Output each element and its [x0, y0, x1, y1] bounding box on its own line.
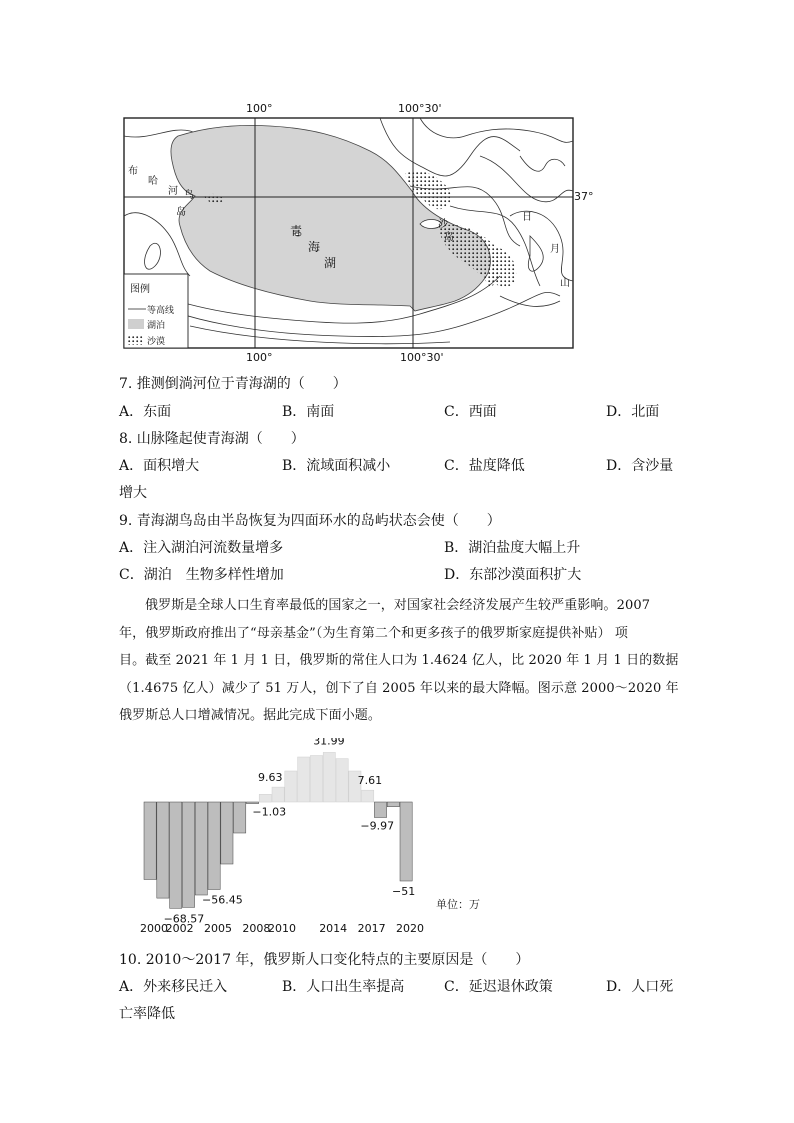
lon-bottom-left: 100°	[246, 351, 273, 364]
bar-2008	[246, 802, 258, 804]
q7-option-b[interactable]: B．南面	[282, 404, 335, 420]
lon-top-left: 100°	[246, 102, 273, 115]
q7-option-c[interactable]: C．西面	[444, 404, 497, 420]
q8-option-d-continuation: 增大	[119, 485, 147, 501]
x-tick-2020: 2020	[396, 922, 424, 935]
q8-option-c[interactable]: C．盐度降低	[444, 458, 525, 474]
legend-title: 图例	[130, 284, 150, 295]
bar-2020	[400, 802, 412, 881]
q10-option-d-continuation: 亡率降低	[119, 1006, 175, 1022]
bar-2015	[336, 759, 348, 802]
bar-2006	[221, 802, 233, 864]
bar-2012	[298, 757, 310, 802]
q9-option-a[interactable]: A．注入湖泊河流数量增多	[119, 540, 284, 556]
q7-option-a[interactable]: A．东面	[119, 404, 172, 420]
q9-option-b[interactable]: B．湖泊盐度大幅上升	[444, 540, 581, 556]
x-tick-2002: 2002	[165, 922, 194, 935]
passage-line-3: 目。截至 2021 年 1 月 1 日，俄罗斯的常住人口为 1.4624 亿人，比 2020 年 1 月 1 日的数据	[119, 653, 679, 668]
x-tick-2010: 2010	[268, 922, 296, 935]
population-chart	[136, 738, 496, 938]
bar-2010	[272, 787, 284, 802]
question-10-stem: 10. 2010～2017 年，俄罗斯人口变化特点的主要原因是（ ）	[119, 952, 530, 968]
q7-option-d[interactable]: D．北面	[606, 404, 660, 420]
lon-bottom-right: 100°30'	[400, 351, 444, 364]
bird-island-label-1: 鸟	[184, 190, 194, 201]
legend-contour: 等高线	[147, 306, 175, 316]
riyue-label-1: 日	[522, 212, 532, 223]
q10-option-b[interactable]: B．人口出生率提高	[282, 979, 405, 995]
x-tick-2008: 2008	[242, 922, 271, 935]
data-label-2020: −51	[392, 885, 416, 899]
bar-2000	[144, 802, 156, 880]
bar-2013	[310, 756, 322, 803]
q8-option-a[interactable]: A．面积增大	[119, 458, 200, 474]
riyue-label-2: 月	[550, 244, 560, 255]
q8-option-b[interactable]: B．流域面积减小	[282, 458, 391, 474]
lake-name-2: 海	[308, 240, 321, 254]
q10-option-c[interactable]: C．延迟退休政策	[444, 979, 553, 995]
x-tick-2005: 2005	[204, 922, 232, 935]
question-7-stem: 7. 推测倒淌河位于青海湖的（ ）	[119, 376, 347, 392]
unit-label: 单位：万	[436, 898, 480, 911]
passage-line-5: 俄罗斯总人口增减情况。据此完成下面小题。	[119, 708, 382, 723]
data-label-2008: −1.03	[252, 805, 287, 819]
bar-2003	[182, 802, 194, 907]
legend-lake: 湖泊	[147, 321, 166, 331]
lat-right: 37°	[574, 190, 594, 203]
riyue-label-3: 山	[560, 278, 570, 289]
bar-2019	[387, 802, 399, 807]
passage-line-1: 俄罗斯是全球人口生育率最低的国家之一，对国家社会经济发展产生较严重影响。2007	[145, 598, 651, 613]
data-label-2010: 9.63	[258, 771, 283, 785]
passage	[119, 592, 679, 730]
data-label-2002: −68.57	[163, 912, 205, 926]
lake-name-1: 青	[290, 224, 303, 238]
river-label-1: 布	[128, 166, 138, 177]
x-tick-2014: 2014	[319, 922, 348, 935]
data-label-2005: −56.45	[202, 893, 243, 907]
bar-2014	[323, 752, 335, 802]
map-svg	[120, 96, 580, 358]
river-label-2: 哈	[148, 176, 158, 187]
passage-line-2: 年，俄罗斯政府推出了“母亲基金”（为生育第二个和更多孩子的俄罗斯家庭提供补贴） 项	[119, 625, 629, 641]
bar-2002	[170, 802, 182, 908]
q10-option-d[interactable]: D．人口死	[606, 979, 674, 995]
lake-name-3: 湖	[324, 256, 337, 270]
bar-2005	[208, 802, 220, 890]
sand-island-label-2: 岛	[444, 232, 454, 243]
passage-line-4: （1.4675 亿人）减少了 51 万人，创下了自 2005 年以来的最大降幅。图示意 2000～2020 年	[119, 680, 679, 696]
bird-island-label-2: 岛	[176, 207, 186, 218]
bar-2004	[195, 802, 207, 895]
question-8-stem: 8. 山脉隆起使青海湖（ ）	[119, 431, 305, 447]
bar-2017	[362, 790, 374, 802]
bar-2007	[234, 802, 246, 833]
bar-2018	[374, 802, 386, 818]
q9-option-d[interactable]: D．东部沙漠面积扩大	[444, 567, 582, 583]
question-9-stem: 9. 青海湖鸟岛由半岛恢复为四面环水的岛屿状态会使（ ）	[119, 513, 501, 529]
river-label-3: 河	[168, 186, 178, 197]
data-label-2014: 31.99	[313, 738, 345, 748]
x-tick-2000: 2000	[140, 922, 168, 935]
bar-2011	[285, 771, 297, 802]
x-tick-2017: 2017	[357, 922, 386, 935]
data-label-2018: −9.97	[360, 819, 395, 833]
data-label-2017: 7.61	[357, 774, 383, 788]
qinghai-lake-map	[120, 96, 580, 358]
lon-top-right: 100°30'	[398, 102, 442, 115]
sand-island-label-1: 沙	[438, 219, 448, 230]
legend-desert: 沙漠	[147, 337, 166, 347]
bar-2009	[259, 794, 271, 802]
q8-option-d[interactable]: D．含沙量	[606, 458, 674, 474]
population-chart-svg	[136, 738, 496, 938]
bar-2001	[157, 802, 169, 898]
q9-option-c[interactable]: C．湖泊 生物多样性增加	[119, 567, 284, 583]
q10-option-a[interactable]: A．外来移民迁入	[119, 979, 228, 995]
